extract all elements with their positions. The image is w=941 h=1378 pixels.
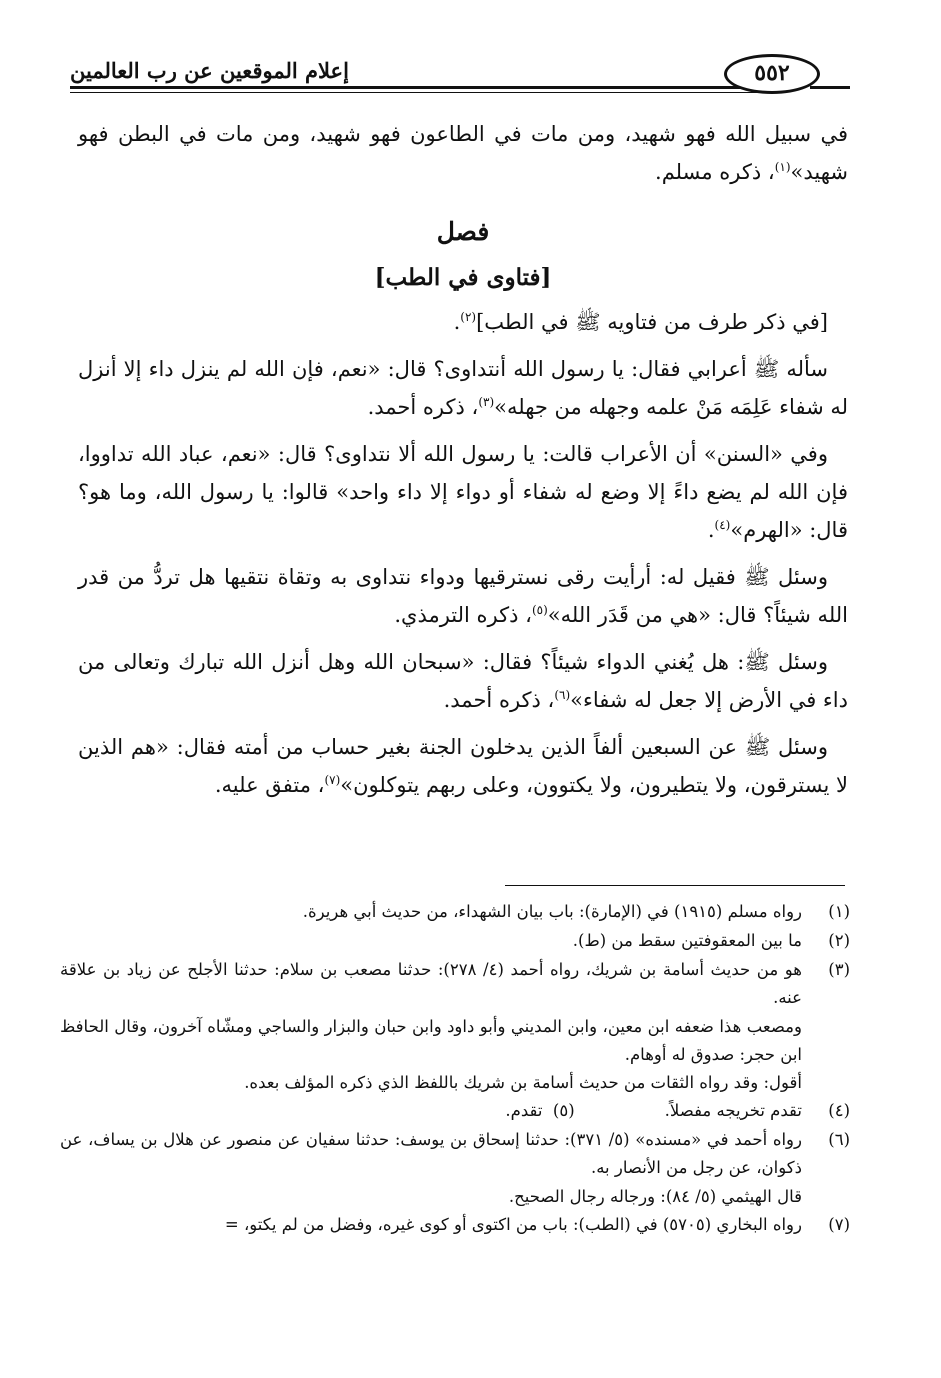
running-title: إعلام الموقعين عن رب العالمين (70, 58, 349, 83)
footnote-text: رواه البخاري (٥٧٠٥) في (الطب): باب من اكتوى أو كوى غيره، وفضل من لم يكتو، = (224, 1215, 802, 1234)
footnote-text: هو من حديث أسامة بن شريك، رواه أحمد (٤/ ٢٧٨): حدثنا مصعب بن سلام: حدثنا الأجلح عن زياد بن علاقة عنه. (60, 960, 802, 1007)
footnote-3 (60, 956, 850, 1012)
footnote-3-comment: أقول: وقد رواه الثقات من حديث أسامة بن شريك باللفظ الذي ذكره المؤلف بعده. (244, 1073, 802, 1092)
main-text (78, 115, 848, 813)
paragraph-tail: . (707, 518, 715, 542)
footnote-text: ما بين المعقوفتين سقط من (ط). (572, 931, 802, 950)
footnote-1 (60, 898, 850, 926)
header-rule (70, 86, 760, 89)
paragraph-2 (78, 435, 848, 549)
footnote-number: (٦) (828, 1130, 850, 1149)
paragraph-text: وسئل ﷺ فقيل له: أرأيت رقى نسترقيها ودواء نتداوى به وتقاة نتقيها هل تردُّ من قدر الله شيئاً؟ قال: «هي من قَدَر الله» (78, 565, 848, 627)
section-heading: فصل (436, 217, 490, 246)
paragraph-tail: ، ذكره أحمد. (443, 688, 555, 712)
footnote-number: (٣) (828, 960, 850, 979)
footnote-6 (60, 1126, 850, 1182)
page-number-badge: ٥٥٢ (724, 54, 820, 94)
paragraph-3 (78, 558, 848, 634)
paragraph-1 (78, 350, 848, 426)
header-rule-right (810, 86, 850, 89)
paragraph-4 (78, 643, 848, 719)
header-rule-thin (70, 92, 760, 93)
footnote-ref: (٦) (554, 688, 571, 702)
footnote-ref: (٢) (460, 310, 477, 324)
footnote-number: (٢) (828, 931, 850, 950)
footnote-number: (٤) (828, 1101, 850, 1120)
intro-line-2: فهو شهيد» (78, 122, 848, 184)
paragraph-tail: ، ذكره الترمذي. (394, 603, 532, 627)
footnote-ref: (٥) (531, 603, 548, 617)
paragraph-tail: ، متفق عليه. (214, 773, 325, 797)
footnote-2 (60, 927, 850, 955)
footnote-7 (60, 1211, 850, 1239)
footnote-number: (٧) (828, 1215, 850, 1234)
paragraph-intro (78, 115, 848, 191)
footnote-6-continued: قال الهيثمي (٥/ ٨٤): ورجاله رجال الصحيح. (508, 1187, 802, 1206)
footnotes (60, 898, 850, 1240)
section-subheading: [فتاوى في الطب] (374, 264, 552, 291)
bracket-line: [في ذكر طرف من فتاويه ﷺ في الطب]$^{(٢)}$. (453, 310, 828, 334)
intro-line: في سبيل الله فهو شهيد، ومن مات في الطاعون فهو شهيد، ومن مات في البطن (117, 122, 848, 146)
footnote-separator (505, 885, 845, 886)
page-header (70, 44, 850, 94)
footnote-number: (٥) (552, 1101, 575, 1120)
intro-tail: ، ذكره مسلم. (655, 160, 775, 184)
footnote-number: (١) (828, 902, 850, 921)
footnote-text: تقدم. (505, 1101, 543, 1120)
paragraph-5 (78, 728, 848, 804)
footnote-text: تقدم تخريجه مفصلاً. (664, 1101, 802, 1120)
paragraph-tail: ، ذكره أحمد. (367, 395, 479, 419)
footnote-text: رواه مسلم (١٩١٥) في (الإمارة): باب بيان الشهداء، من حديث أبي هريرة. (302, 902, 802, 921)
paragraph-text: وسئل ﷺ: هل يُغني الدواء شيئاً؟ فقال: «سبحان الله وهل أنزل الله تبارك وتعالى من داء في الأرض إلا جعل له شفاء» (78, 650, 848, 712)
footnote-ref: (٤) (714, 518, 731, 532)
bracket-text: [في ذكر طرف من فتاويه ﷺ في الطب] (476, 310, 828, 334)
footnote-ref: (١) (774, 160, 791, 174)
footnote-pair (505, 1097, 802, 1125)
footnote-ref: (٧) (324, 773, 341, 787)
footnote-ref: (٣) (478, 395, 495, 409)
footnote-4-5 (60, 1097, 850, 1125)
footnote-text: رواه أحمد في «مسنده» (٥/ ٣٧١): حدثنا إسحاق بن يوسف: حدثنا سفيان عن منصور عن هلال بن يساف، عن ذكوان، عن رجل من الأنصار به. (60, 1130, 802, 1177)
paragraph-text: وفي «السنن» أن الأعراب قالت: يا رسول الله ألا نتداوى؟ قال: «نعم، عباد الله تداووا، فإن الله لم يضع داءً إلا وضع له شفاء أو دواء إلا داء واحد» قالوا: يا رسول الله، وما هو؟ قال: «الهرم» (78, 442, 848, 542)
paragraph-text: وسئل ﷺ عن السبعين ألفاً الذين يدخلون الجنة بغير حساب من أمته فقال: «هم الذين لا يسترقون، ولا يتطيرون، ولا يكتوون، وعلى ربهم يتوكلون» (78, 735, 848, 797)
footnote-3-continued: ومصعب هذا ضعفه ابن معين، وابن المديني وأبو داود وابن حبان والبزار والساجي ومشّاه آخرون، وقال الحافظ ابن حجر: صدوق له أوهام. (60, 1017, 802, 1064)
paragraph-text: سأله ﷺ أعرابي فقال: يا رسول الله أنتداوى؟ قال: «نعم، فإن الله لم ينزل داء إلا أنزل له شفاء عَلِمَه مَنْ علمه وجهله من جهله» (78, 357, 848, 419)
